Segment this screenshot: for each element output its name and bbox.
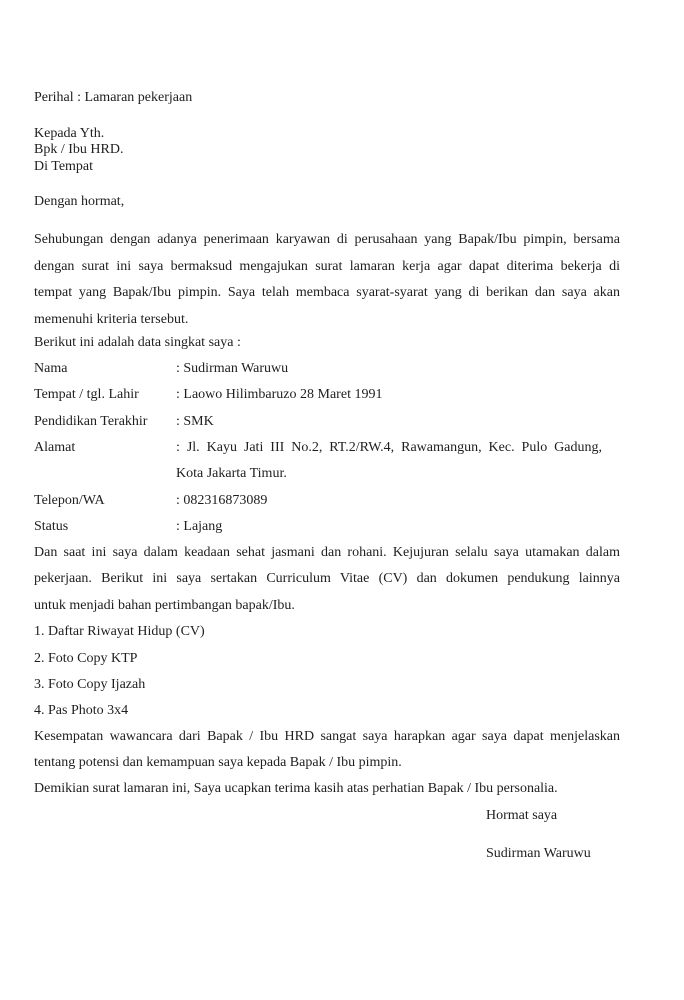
status-label: Status bbox=[34, 519, 69, 534]
intro-line-1: Sehubungan dengan adanya penerimaan karyawan di perusahaan yang Bapak/Ibu pimpin, bersama bbox=[34, 232, 620, 247]
name-value: : Sudirman Waruwu bbox=[176, 361, 289, 376]
attachment-item: 3. Foto Copy Ijazah bbox=[34, 677, 146, 692]
closing-line: Demikian surat lamaran ini, Saya ucapkan terima kasih atas perhatian Bapak / Ibu personalia. bbox=[34, 781, 558, 796]
subject-line: Perihal : Lamaran pekerjaan bbox=[34, 90, 193, 105]
recipient-line-2: Bpk / Ibu HRD. bbox=[34, 142, 124, 157]
phone-label: Telepon/WA bbox=[34, 493, 105, 508]
name-label: Nama bbox=[34, 361, 68, 376]
address-value-line-2: Kota Jakarta Timur. bbox=[176, 466, 287, 481]
intro-line-3: tempat yang Bapak/Ibu pimpin. Saya telah membaca syarat-syarat yang di berikan dan saya akan bbox=[34, 285, 620, 300]
address-value-line-1: : Jl. Kayu Jati III No.2, RT.2/RW.4, Rawamangun, Kec. Pulo Gadung, bbox=[176, 440, 602, 455]
signoff-name: Sudirman Waruwu bbox=[486, 846, 591, 861]
data-intro: Berikut ini adalah data singkat saya : bbox=[34, 335, 241, 350]
address-label: Alamat bbox=[34, 440, 76, 455]
interview-line-2: tentang potensi dan kemampuan saya kepada Bapak / Ibu pimpin. bbox=[34, 755, 402, 770]
birth-value: : Laowo Hilimbaruzo 28 Maret 1991 bbox=[176, 387, 383, 402]
intro-line-2: dengan surat ini saya bermaksud mengajukan surat lamaran kerja agar dapat diterima bekerja di bbox=[34, 259, 620, 274]
health-line-2: pekerjaan. Berikut ini saya sertakan Curriculum Vitae (CV) dan dokumen pendukung lainnya bbox=[34, 571, 620, 586]
health-line-1: Dan saat ini saya dalam keadaan sehat jasmani dan rohani. Kejujuran selalu saya utamakan dalam bbox=[34, 545, 620, 560]
greeting: Dengan hormat, bbox=[34, 194, 125, 209]
health-line-3: untuk menjadi bahan pertimbangan bapak/Ibu. bbox=[34, 598, 295, 613]
education-label: Pendidikan Terakhir bbox=[34, 414, 148, 429]
attachment-item: 2. Foto Copy KTP bbox=[34, 651, 138, 666]
attachment-item: 1. Daftar Riwayat Hidup (CV) bbox=[34, 624, 205, 639]
birth-label: Tempat / tgl. Lahir bbox=[34, 387, 139, 402]
attachment-item: 4. Pas Photo 3x4 bbox=[34, 703, 129, 718]
signoff-regards: Hormat saya bbox=[486, 808, 558, 823]
recipient-line-3: Di Tempat bbox=[34, 159, 94, 174]
education-value: : SMK bbox=[176, 414, 214, 429]
intro-line-4: memenuhi kriteria tersebut. bbox=[34, 312, 189, 327]
status-value: : Lajang bbox=[176, 519, 223, 534]
phone-value: : 082316873089 bbox=[176, 493, 268, 508]
recipient-line-1: Kepada Yth. bbox=[34, 126, 105, 141]
interview-line-1: Kesempatan wawancara dari Bapak / Ibu HRD sangat saya harapkan agar saya dapat menjelaskan bbox=[34, 729, 620, 744]
